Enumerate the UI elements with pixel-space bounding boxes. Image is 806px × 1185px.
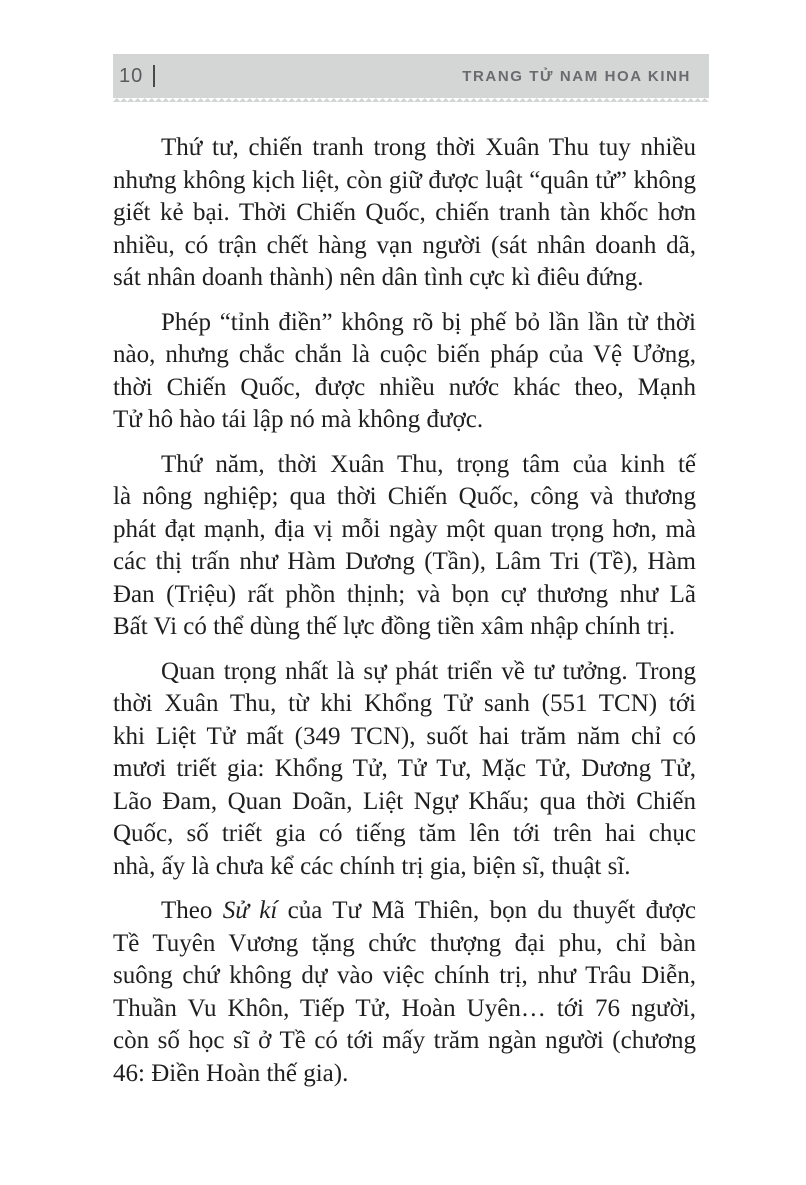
text-line: thời Chiến Quốc, được nhiều nước khác theo, Mạnh: [113, 373, 696, 401]
paragraph: [113, 132, 696, 295]
text-line: Tử hô hào tái lập nó mà không được.: [113, 406, 484, 433]
page-body: [113, 132, 696, 1102]
text-line: Lão Đam, Quan Doãn, Liệt Ngự Khấu; qua thời Chiến: [113, 787, 696, 815]
text-line: khi Liệt Tử mất (349 TCN), suốt hai trăm năm chỉ có: [113, 722, 696, 750]
text-line: giết kẻ bại. Thời Chiến Quốc, chiến tranh tàn khốc hơn: [113, 199, 696, 226]
text-line: nhiều, có trận chết hàng vạn người (sát nhân doanh dã,: [113, 231, 696, 259]
text-line: Tề Tuyên Vương tặng chức thượng đại phu, chỉ bàn: [113, 929, 696, 957]
text-line: Theo Sử kí của Tư Mã Thiên, bọn du thuyết được: [161, 897, 696, 924]
text-line: Phép “tỉnh điền” không rõ bị phế bỏ lần lần từ thời: [161, 308, 696, 336]
text-line: Thuần Vu Khôn, Tiếp Tử, Hoàn Uyên… tới 76 người,: [113, 994, 696, 1022]
text-line: Thứ năm, thời Xuân Thu, trọng tâm của kinh tế: [161, 450, 696, 478]
page-number-divider: [153, 65, 155, 87]
page-number: 10: [119, 64, 144, 87]
page-number-group: [119, 65, 155, 88]
text-line: Bất Vi có thể dùng thế lực đồng tiền xâm nhập chính trị.: [113, 613, 676, 640]
perforated-edge: [113, 98, 709, 102]
text-line: Quan trọng nhất là sự phát triển về tư tưởng. Trong: [161, 657, 696, 685]
running-title: TRANG TỬ NAM HOA KINH: [462, 67, 691, 85]
text-line: nào, nhưng chắc chắn là cuộc biến pháp của Vệ Ưởng,: [113, 341, 696, 368]
paragraph: [113, 449, 696, 644]
text-line: Đan (Triệu) rất phồn thịnh; và bọn cự thương như Lã: [113, 580, 696, 608]
paragraph: [113, 656, 696, 884]
text-line: các thị trấn như Hàm Dương (Tần), Lâm Tri (Tề), Hàm: [113, 548, 696, 575]
text-line: mươi triết gia: Khổng Tử, Tử Tư, Mặc Tử, Dương Tử,: [113, 755, 696, 782]
text-line: suông chứ không dự vào việc chính trị, như Trâu Diễn,: [113, 962, 696, 989]
text-line: Quốc, số triết gia có tiếng tăm lên tới trên hai chục: [113, 820, 696, 847]
page-header: [113, 54, 709, 98]
text-line: phát đạt mạnh, địa vị mỗi ngày một quan trọng hơn, mà: [113, 515, 696, 543]
text-line: nhà, ấy là chưa kể các chính trị gia, biện sĩ, thuật sĩ.: [113, 852, 631, 880]
text-line: sát nhân doanh thành) nên dân tình cực kì điêu đứng.: [113, 264, 644, 291]
paragraph: [113, 895, 696, 1090]
paragraph: [113, 307, 696, 437]
text-line: Thứ tư, chiến tranh trong thời Xuân Thu tuy nhiều: [161, 134, 696, 161]
text-line: còn số học sĩ ở Tề có tới mấy trăm ngàn người (chương: [113, 1027, 696, 1054]
text-line: thời Xuân Thu, từ khi Khổng Tử sanh (551 TCN) tới: [113, 690, 696, 717]
text-line: nhưng không kịch liệt, còn giữ được luật “quân tử” không: [113, 166, 696, 194]
text-line: là nông nghiệp; qua thời Chiến Quốc, công và thương: [113, 483, 696, 510]
text-line: 46: Điền Hoàn thế gia).: [113, 1059, 349, 1087]
